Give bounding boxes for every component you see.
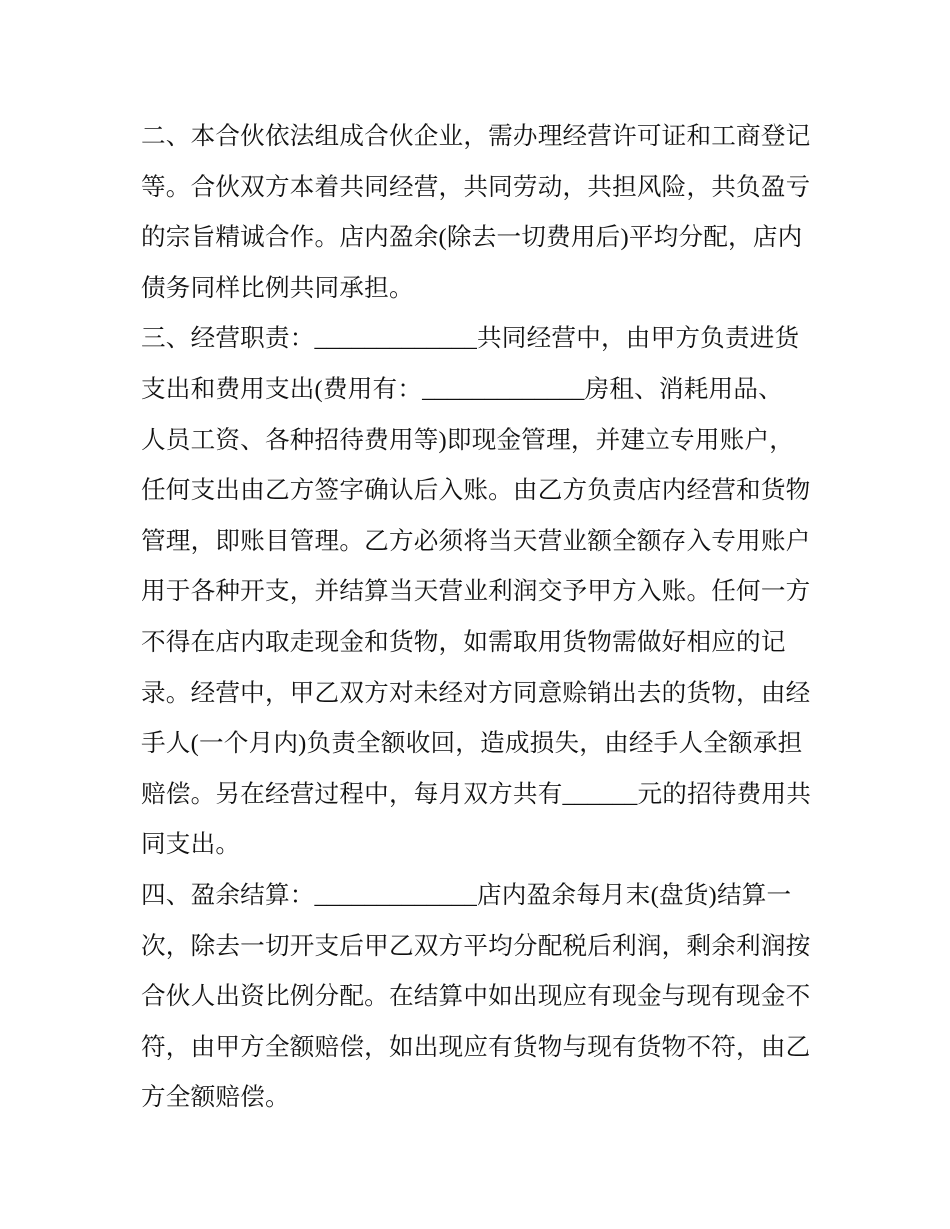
text-line: 同支出。 xyxy=(141,831,241,859)
text-line: 四、盈余结算：_____________店内盈余每月末(盘货)结算一 xyxy=(141,881,792,909)
text-line: 录。经营中，甲乙双方对未经对方同意赊销出去的货物，由经 xyxy=(141,679,811,707)
text-line: 支出和费用支出(费用有：_____________房租、消耗用品、 xyxy=(141,375,783,403)
text-line: 人员工资、各种招待费用等)即现金管理，并建立专用账户， xyxy=(141,426,795,454)
text-line: 用于各种开支，并结算当天营业利润交予甲方入账。任何一方 xyxy=(141,578,811,606)
text-line: 等。合伙双方本着共同经营，共同劳动，共担风险，共负盈亏 xyxy=(141,173,811,201)
text-line: 合伙人出资比例分配。在结算中如出现应有现金与现有现金不 xyxy=(141,983,811,1011)
text-line: 二、本合伙依法组成合伙企业，需办理经营许可证和工商登记 xyxy=(141,123,811,150)
text-line: 三、经营职责：_____________共同经营中，由甲方负责进货 xyxy=(141,325,800,353)
text-line: 管理，即账目管理。乙方必须将当天营业额全额存入专用账户 xyxy=(141,527,811,555)
text-line: 赔偿。另在经营过程中，每月双方共有______元的招待费用共 xyxy=(141,780,812,808)
text-line: 次，除去一切开支后甲乙双方平均分配税后利润，剩余利润按 xyxy=(141,932,811,960)
text-line: 的宗旨精诚合作。店内盈余(除去一切费用后)平均分配，店内 xyxy=(141,224,803,252)
text-line: 债务同样比例共同承担。 xyxy=(141,274,414,302)
text-line: 方全额赔偿。 xyxy=(141,1084,290,1112)
document-page xyxy=(141,112,821,1124)
text-line: 符，由甲方全额赔偿，如出现应有货物与现有货物不符，由乙 xyxy=(141,1033,811,1061)
text-line: 手人(一个月内)负责全额收回，造成损失，由经手人全额承担 xyxy=(141,730,803,758)
text-line: 不得在店内取走现金和货物，如需取用货物需做好相应的记 xyxy=(141,628,786,656)
text-line: 任何支出由乙方签字确认后入账。由乙方负责店内经营和货物 xyxy=(141,477,811,505)
